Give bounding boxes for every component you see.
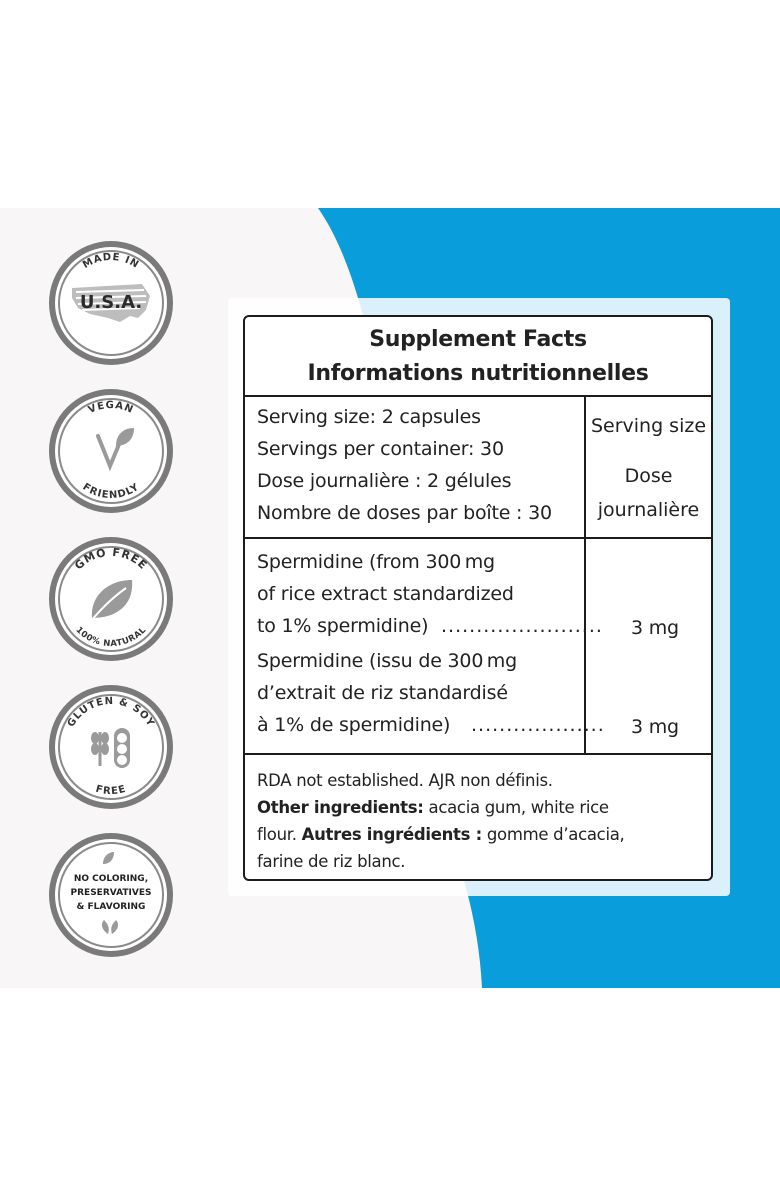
ingredient-en-line: Spermidine (from 300 mg <box>257 551 495 573</box>
gluten-soy-free-badge <box>46 682 176 812</box>
col-header-dose: Dose <box>624 465 673 487</box>
serving-line: Nombre de doses par boîte : 30 <box>257 502 552 524</box>
badge-center-text: U.S.A. <box>79 292 143 313</box>
column-divider <box>584 397 586 755</box>
ingredient-fr-line: à 1% de spermidine) <box>257 714 451 736</box>
other-ingredients-text-2: flour. <box>257 825 302 844</box>
ingredient-fr-line: Spermidine (issu de 300 mg <box>257 650 517 672</box>
amount-fr: 3 mg <box>631 716 679 738</box>
serving-line: Dose journalière : 2 gélules <box>257 470 512 492</box>
rda-note: RDA not established. AJR non définis. <box>257 771 553 790</box>
col-header-serving-size: Serving size <box>590 415 707 437</box>
col-header-journaliere: journalière <box>597 499 700 521</box>
badge-bottom-text: FREE <box>94 783 128 798</box>
no-coloring-badge <box>46 830 176 960</box>
badge-line-3: & FLAVORING <box>76 902 146 912</box>
supplement-facts-table <box>243 315 713 881</box>
badge-top-text: VEGAN <box>86 399 136 417</box>
other-ingredients-line <box>257 794 697 821</box>
badge-bottom-text: FRIENDLY <box>80 481 142 502</box>
badge-bottom-text: 100% NATURAL <box>73 625 149 650</box>
serving-line: Servings per container: 30 <box>257 438 504 460</box>
autres-ingredients-line <box>257 821 697 848</box>
gmo-free-badge <box>46 534 176 664</box>
badge-top-text: GMO FREE <box>72 545 150 573</box>
badge-top-text: MADE IN <box>81 251 142 272</box>
autres-ingredients-text: gomme d’acacia, <box>481 825 625 844</box>
ingredient-fr-line: d’extrait de riz standardisé <box>257 682 508 704</box>
row-divider <box>245 753 711 755</box>
made-in-usa-badge <box>46 238 176 368</box>
leader-dots: ....................... <box>441 615 603 637</box>
serving-line: Serving size: 2 capsules <box>257 406 481 428</box>
ingredient-en-line: to 1% spermidine) <box>257 615 429 637</box>
row-divider <box>245 537 711 539</box>
autres-ingredients-label: Autres ingrédients : <box>301 825 482 844</box>
amount-en: 3 mg <box>631 617 679 639</box>
other-ingredients-text: acacia gum, white rice <box>423 798 609 817</box>
leader-dots: ................... <box>471 714 605 736</box>
facts-title-fr: Informations nutritionnelles <box>307 361 649 386</box>
badge-line-1: NO COLORING, <box>73 874 149 884</box>
facts-title-en: Supplement Facts <box>369 327 587 352</box>
badge-top-text: GLUTEN & SOY <box>65 695 157 730</box>
other-ingredients-label: Other ingredients: <box>257 798 424 817</box>
vegan-friendly-badge <box>46 386 176 516</box>
ingredient-en-line: of rice extract standardized <box>257 583 514 605</box>
autres-ingredients-line-2: farine de riz blanc. <box>257 852 406 871</box>
facts-footer <box>257 767 697 875</box>
facts-title <box>245 317 711 397</box>
badge-line-2: PRESERVATIVES <box>70 888 152 898</box>
